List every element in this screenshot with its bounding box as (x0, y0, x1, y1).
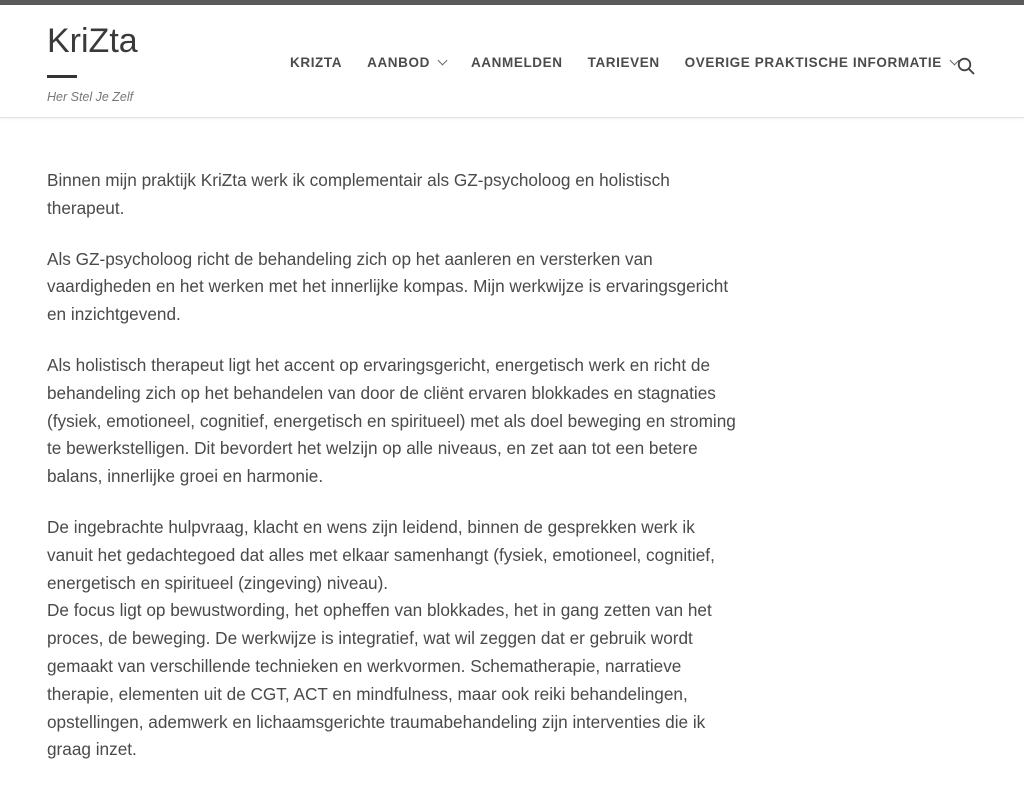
content-paragraph: Als GZ-psycholoog richt de behandeling zich op het aanleren en versterken van vaardigheden en het werken met het innerlijke kompas. Mijn werkwijze is ervaringsgericht en inzichtgevend. (47, 248, 729, 325)
main-navigation (290, 52, 983, 72)
nav-item-label: OVERIGE PRAKTISCHE INFORMATIE (684, 54, 942, 70)
content-paragraph: De ingebrachte hulpvraag, klacht en wens zijn leidend, binnen de gesprekken werk ik vanuit het gedachtegoed dat alles met elkaar samenhangt (fysiek, emotioneel, cognitief, energetisch en spiritueel (zingeving) niveau). (47, 516, 715, 593)
title-underline (47, 75, 77, 78)
nav-item-label: KRIZTA (290, 54, 343, 70)
nav-item-label: AANBOD (367, 54, 430, 70)
nav-item-aanbod[interactable] (367, 55, 446, 70)
nav-item-label: AANMELDEN (470, 54, 563, 70)
page-content (47, 167, 737, 787)
brand (47, 21, 138, 104)
content-paragraph: Als holistisch therapeut ligt het accent op ervaringsgericht, energetisch werk en richt de behandeling zich op het behandelen van door de cliënt ervaren blokkades en stagnaties (fysiek, emotioneel, cognitief, energetisch en spiritueel) met als doel beweging en stroming te bewerkstelligen. Dit bevordert het welzijn op alle niveaus, en zet aan tot een betere balans, innerlijke groei en harmonie. (47, 354, 736, 487)
nav-item-krizta[interactable] (290, 55, 342, 70)
nav-item-tarieven[interactable] (588, 55, 660, 70)
site-title-link[interactable]: KriZta (47, 22, 138, 60)
nav-item-aanmelden[interactable] (471, 55, 563, 70)
content-paragraph: Binnen mijn praktijk KriZta werk ik complementair als GZ-psycholoog en holistisch therapeut. (47, 170, 670, 218)
content-paragraph: De focus ligt op bewustwording, het opheffen van blokkades, het in gang zetten van het proces, de beweging. De werkwijze is integratief, wat wil zeggen dat er gebruik wordt gemaakt van verschillende technieken en werkvormen. Schematherapie, narratieve therapie, elementen uit de CGT, ACT en mindfulness, maar ook reiki behandelingen, opstellingen, ademwerk en lichaamsgerichte traumabehandeling zijn interventies die ik graag inzet. (47, 600, 712, 760)
chevron-down-icon (438, 55, 448, 65)
nav-item-label: TARIEVEN (587, 54, 660, 70)
nav-item-overige-praktische-informatie[interactable] (685, 55, 958, 70)
search-button[interactable] (957, 57, 975, 75)
site-header (0, 5, 1024, 118)
search-icon (957, 57, 975, 75)
site-tagline: Her Stel Je Zelf (47, 90, 134, 104)
